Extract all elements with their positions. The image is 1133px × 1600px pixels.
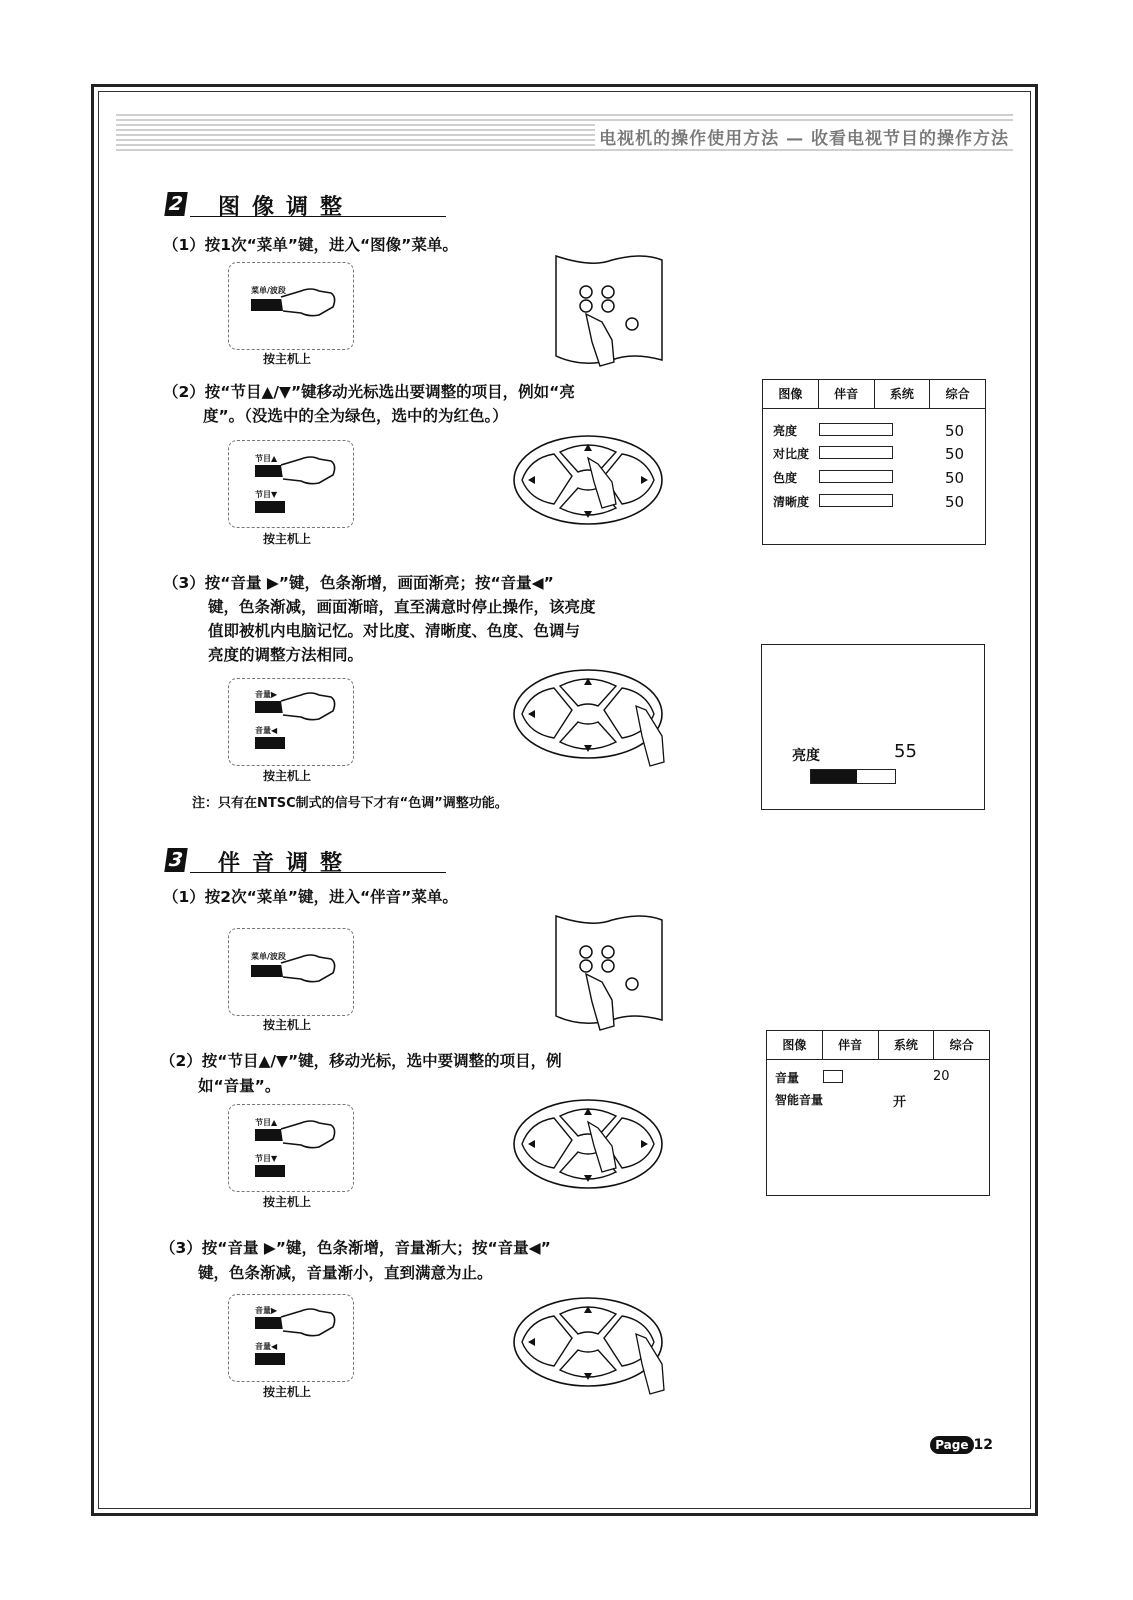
menu-item-value: 50	[945, 469, 965, 487]
page-number: 12	[973, 1437, 993, 1453]
key-panel-menu	[228, 928, 354, 1016]
tab-system: 系统	[879, 1031, 935, 1059]
caption-press-main-unit: 按主机上	[263, 1018, 312, 1032]
section-2-number: 2	[164, 192, 187, 216]
section-3-number: 3	[164, 848, 187, 872]
sound-menu-tabs	[767, 1031, 989, 1060]
menu-item-value: 50	[945, 445, 965, 463]
menu-item-bar	[819, 446, 893, 459]
key-label-ch-up: 节目▲	[255, 1118, 278, 1127]
section-3-underline	[190, 872, 446, 873]
smart-volume-value: 开	[893, 1095, 907, 1110]
key-label-vol-up: 音量▶	[255, 1306, 278, 1315]
key-label-vol-down: 音量◀	[255, 1342, 278, 1351]
remote-direction-pad	[510, 1096, 666, 1192]
tab-general: 综合	[945, 387, 970, 401]
section-2-step-3-line-3: 值即被机内电脑记忆。对比度、清晰度、色度、色调与	[208, 622, 581, 640]
key-label-menu: 菜单/波段	[251, 952, 286, 961]
key-label-menu: 菜单/波段	[251, 286, 286, 295]
menu-item-label: 对比度	[773, 447, 810, 461]
picture-menu-osd	[762, 379, 986, 545]
key-label-ch-down: 节目▼	[255, 1154, 278, 1163]
pressing-hand-icon	[279, 947, 339, 987]
tab-picture: 图像	[763, 380, 819, 408]
menu-item-bar	[819, 423, 893, 436]
caption-press-main-unit: 按主机上	[263, 1385, 312, 1399]
key-vol-down-button	[255, 1353, 285, 1365]
section-2-step-3-line-4: 亮度的调整方法相同。	[208, 646, 364, 664]
caption-press-main-unit: 按主机上	[263, 769, 312, 783]
section-3-step-2-line-2: 如“音量”。	[198, 1077, 281, 1095]
key-vol-down-button	[255, 737, 285, 749]
key-panel-menu	[228, 262, 354, 350]
section-3-step-2-line-1: （2）按“节目▲/▼”键，移动光标，选中要调整的项目，例	[160, 1052, 562, 1070]
caption-press-main-unit: 按主机上	[263, 532, 312, 546]
page-number-badge	[930, 1436, 993, 1454]
header-title: 电视机的操作使用方法 — 收看电视节目的操作方法	[595, 124, 1013, 149]
tab-picture: 图像	[767, 1031, 823, 1059]
key-panel-volume	[228, 678, 354, 766]
section-2-step-1: （1）按1次“菜单”键，进入“图像”菜单。	[163, 236, 458, 254]
menu-item-label: 色度	[773, 471, 798, 485]
smart-volume-label: 智能音量	[775, 1093, 824, 1107]
tv-side-panel-illustration	[552, 252, 668, 370]
key-panel-channel	[228, 440, 354, 528]
brightness-osd	[761, 644, 985, 810]
pressing-hand-icon	[279, 449, 339, 489]
key-label-vol-down: 音量◀	[255, 726, 278, 735]
sound-volume-value: 20	[933, 1069, 950, 1084]
sound-menu-osd	[766, 1030, 990, 1196]
key-ch-down-button	[255, 501, 285, 513]
osd-brightness-label: 亮度	[792, 748, 820, 764]
menu-item-label: 清晰度	[773, 495, 810, 509]
section-2-step-3-line-1: （3）按“音量 ▶”键，色条渐增，画面渐亮；按“音量◀”	[163, 574, 554, 592]
key-label-ch-up: 节目▲	[255, 454, 278, 463]
remote-direction-pad	[510, 432, 666, 528]
tab-sound: 伴音	[823, 1031, 879, 1059]
section-2-step-2-line-1: （2）按“节目▲/▼”键移动光标选出要调整的项目，例如“亮	[163, 383, 575, 401]
key-panel-channel	[228, 1104, 354, 1192]
menu-item-bar	[819, 494, 893, 507]
key-label-vol-up: 音量▶	[255, 690, 278, 699]
tab-general: 综合	[949, 1038, 974, 1052]
osd-brightness-value: 55	[894, 741, 917, 762]
sound-volume-label: 音量	[775, 1071, 800, 1085]
section-3-step-3-line-1: （3）按“音量 ▶”键，色条渐增，音量渐大；按“音量◀”	[160, 1239, 551, 1257]
section-2-title: 图像调整	[218, 195, 355, 220]
tv-side-panel-illustration	[552, 912, 668, 1034]
key-label-ch-down: 节目▼	[255, 490, 278, 499]
osd-brightness-bar-fill	[811, 770, 857, 783]
pressing-hand-icon	[279, 281, 339, 321]
section-2-step-3-line-2: 键，色条渐减，画面渐暗，直至满意时停止操作，该亮度	[208, 598, 596, 616]
section-3-title: 伴音调整	[218, 851, 355, 876]
section-3-step-1: （1）按2次“菜单”键，进入“伴音”菜单。	[163, 888, 458, 906]
pressing-hand-icon	[279, 685, 339, 725]
caption-press-main-unit: 按主机上	[263, 1195, 312, 1209]
section-2-underline	[190, 216, 446, 217]
remote-direction-pad	[510, 666, 670, 770]
ntsc-note: 注：只有在NTSC制式的信号下才有“色调”调整功能。	[192, 796, 508, 811]
sound-volume-bar	[823, 1070, 843, 1083]
remote-direction-pad	[510, 1294, 670, 1398]
key-panel-volume	[228, 1294, 354, 1382]
section-3-step-3-line-2: 键，色条渐减，音量渐小，直到满意为止。	[198, 1264, 493, 1282]
picture-menu-tabs	[763, 380, 985, 409]
menu-item-value: 50	[945, 422, 965, 440]
menu-item-bar	[819, 470, 893, 483]
pressing-hand-icon	[279, 1301, 339, 1341]
tab-sound: 伴音	[819, 380, 875, 408]
pressing-hand-icon	[279, 1113, 339, 1153]
menu-item-value: 50	[945, 493, 965, 511]
section-2-step-2-line-2: 度”。（没选中的全为绿色，选中的为红色。）	[203, 407, 508, 425]
caption-press-main-unit: 按主机上	[263, 352, 312, 366]
key-ch-down-button	[255, 1165, 285, 1177]
page-word: Page	[930, 1436, 973, 1454]
tab-system: 系统	[875, 380, 931, 408]
menu-item-label: 亮度	[773, 424, 798, 438]
osd-brightness-bar	[810, 769, 896, 784]
